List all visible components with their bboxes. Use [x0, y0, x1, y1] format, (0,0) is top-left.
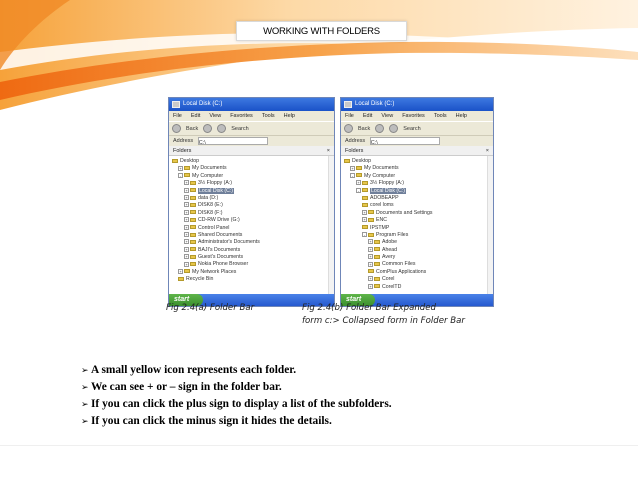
bullet-text: If you can click the plus sign to display a list of the subfolders.: [91, 398, 392, 410]
tree-item[interactable]: [169, 202, 334, 209]
folder-icon: [172, 159, 178, 163]
address-label: Address: [173, 138, 194, 144]
expand-plus-icon[interactable]: +: [185, 202, 188, 208]
tree-item[interactable]: [169, 261, 334, 268]
collapse-minus-icon[interactable]: -: [351, 172, 354, 178]
tree-item-label: 3½ Floppy (A:): [198, 180, 233, 187]
tree-item-label: Local Disk (C:): [199, 187, 234, 194]
tree-item-label: My Network Places: [192, 268, 237, 275]
folders-label: Folders: [345, 148, 364, 154]
tree-item[interactable]: [169, 225, 334, 232]
tree-item-label: ADOBEAPP: [370, 194, 399, 201]
tree-item[interactable]: [341, 269, 493, 276]
tree-item[interactable]: [341, 261, 493, 268]
folder-icon: [374, 255, 380, 259]
menu-help[interactable]: Help: [455, 113, 467, 119]
tree-item-label: Ahead: [382, 246, 398, 253]
folder-icon: [190, 188, 196, 192]
tree-item-label: Avery: [382, 254, 396, 261]
tree-item-label: Desktop: [352, 158, 372, 164]
menu-tools[interactable]: Tools: [433, 113, 447, 119]
tree-item[interactable]: [169, 158, 334, 165]
expand-plus-icon[interactable]: +: [185, 239, 188, 245]
close-icon[interactable]: ×: [326, 148, 330, 154]
expand-plus-icon[interactable]: +: [363, 217, 366, 223]
forward-icon[interactable]: [375, 124, 384, 133]
folder-icon: [374, 240, 380, 244]
folders-pane-header: [169, 146, 334, 156]
tree-item-label: My Documents: [364, 165, 399, 172]
folders-pane-header: [341, 146, 493, 156]
address-input[interactable]: [370, 137, 440, 145]
menu-help[interactable]: Help: [283, 113, 295, 119]
tree-item-label: Desktop: [180, 158, 200, 164]
back-icon[interactable]: [344, 124, 353, 133]
tree-item[interactable]: [169, 210, 334, 217]
folder-icon: [344, 159, 350, 163]
tree-item-label: My Documents: [192, 165, 227, 172]
back-icon[interactable]: [172, 124, 181, 133]
tree-item[interactable]: [341, 165, 493, 172]
menu-edit[interactable]: Edit: [362, 113, 373, 119]
tree-item[interactable]: [169, 188, 334, 195]
tree-item-label: DISK8 (F:): [198, 209, 223, 216]
folder-icon: [190, 218, 196, 222]
folder-icon: [362, 196, 368, 200]
tree-item-label: DISK8 (E:): [198, 202, 223, 209]
explorer-window-collapsed: [168, 97, 335, 307]
folder-icon: [190, 196, 196, 200]
bullet-list: [81, 362, 392, 430]
up-folder-icon[interactable]: [217, 124, 226, 133]
folder-icon: [178, 277, 184, 281]
folder-bar-figure: [143, 87, 496, 333]
folder-icon: [190, 262, 196, 266]
expand-plus-icon[interactable]: +: [185, 180, 188, 186]
tree-item[interactable]: [169, 195, 334, 202]
arrow-bullet-icon: ➢: [81, 417, 89, 427]
tree-item[interactable]: [341, 276, 493, 283]
expand-plus-icon[interactable]: +: [185, 224, 188, 230]
folder-icon: [368, 269, 374, 273]
folder-icon: [190, 181, 196, 185]
menu-file[interactable]: File: [173, 113, 182, 119]
tree-item-label: My Computer: [192, 172, 224, 179]
folder-icon: [374, 262, 380, 266]
window-title: Local Disk (C:): [355, 101, 395, 107]
tree-item-label: My Computer: [364, 172, 396, 179]
menu-bar: [341, 111, 493, 121]
tree-item-label: Control Panel: [198, 224, 230, 231]
close-icon[interactable]: ×: [485, 148, 489, 154]
bullet-item: [81, 396, 392, 413]
tree-item-label: Local Disk (C:): [371, 187, 406, 194]
tree-item[interactable]: [341, 284, 493, 291]
collapse-minus-icon[interactable]: -: [357, 187, 360, 193]
start-button[interactable]: start: [341, 294, 375, 306]
expand-plus-icon[interactable]: +: [179, 165, 182, 171]
folder-icon: [190, 247, 196, 251]
tree-item[interactable]: [341, 188, 493, 195]
bullet-text: We can see + or – sign in the folder bar.: [91, 381, 282, 393]
tree-item-label: Shared Documents: [198, 231, 243, 238]
explorer-window-expanded: [340, 97, 494, 307]
folder-icon: [184, 166, 190, 170]
folders-label: Folders: [173, 148, 192, 154]
start-button[interactable]: start: [169, 294, 203, 306]
expand-plus-icon[interactable]: +: [369, 261, 372, 267]
tree-item[interactable]: [341, 232, 493, 239]
drive-icon: [172, 101, 180, 108]
folder-icon: [356, 166, 362, 170]
expand-plus-icon[interactable]: +: [185, 217, 188, 223]
collapse-minus-icon[interactable]: -: [363, 232, 366, 238]
scrollbar[interactable]: [487, 156, 493, 294]
expand-plus-icon[interactable]: +: [369, 239, 372, 245]
menu-edit[interactable]: Edit: [190, 113, 201, 119]
tree-item[interactable]: [169, 239, 334, 246]
tree-item[interactable]: [341, 180, 493, 187]
toolbar: [169, 121, 334, 135]
tree-item[interactable]: [341, 173, 493, 180]
tree-item[interactable]: [341, 247, 493, 254]
menu-favorites[interactable]: Favorites: [230, 113, 253, 119]
folder-icon: [190, 203, 196, 207]
folder-icon: [362, 181, 368, 185]
tree-item[interactable]: [169, 217, 334, 224]
tree-item[interactable]: [169, 269, 334, 276]
address-value: C:\: [370, 139, 378, 146]
tree-item[interactable]: [341, 239, 493, 246]
tree-item-label: Corel: [382, 276, 395, 283]
arrow-bullet-icon: ➢: [81, 400, 89, 410]
folder-icon: [362, 188, 368, 192]
folder-icon: [374, 277, 380, 281]
tree-item[interactable]: [341, 202, 493, 209]
folder-icon: [184, 173, 190, 177]
tree-item-label: Adobe: [382, 239, 398, 246]
folder-icon: [374, 284, 380, 288]
tree-item[interactable]: [341, 225, 493, 232]
search-label[interactable]: Search: [403, 125, 421, 132]
window-title: Local Disk (C:): [183, 101, 223, 107]
expand-plus-icon[interactable]: +: [369, 283, 372, 289]
folder-icon: [190, 210, 196, 214]
menu-tools[interactable]: Tools: [261, 113, 275, 119]
expand-plus-icon[interactable]: +: [363, 209, 366, 215]
folder-icon: [190, 240, 196, 244]
expand-plus-icon[interactable]: +: [369, 276, 372, 282]
slide-title: WORKING WITH FOLDERS: [236, 21, 407, 41]
tree-item[interactable]: [169, 180, 334, 187]
back-label[interactable]: Back: [358, 125, 371, 132]
expand-plus-icon[interactable]: +: [357, 180, 360, 186]
tree-item[interactable]: [169, 254, 334, 261]
tree-item[interactable]: [169, 276, 334, 283]
tree-item-label: Guest's Documents: [198, 254, 244, 261]
tree-item[interactable]: [341, 210, 493, 217]
tree-item-label: corel loms: [370, 202, 394, 209]
tree-item[interactable]: [169, 232, 334, 239]
tree-item-label: CD-RW Drive (G:): [198, 217, 240, 224]
address-input[interactable]: [198, 137, 268, 145]
arrow-bullet-icon: ➢: [81, 366, 89, 376]
bullet-text: A small yellow icon represents each folder.: [91, 364, 297, 376]
tree-item-label: Program Files: [376, 231, 409, 238]
tree-item[interactable]: [169, 165, 334, 172]
tree-item[interactable]: [341, 158, 493, 165]
forward-icon[interactable]: [203, 124, 212, 133]
expand-plus-icon[interactable]: +: [185, 209, 188, 215]
tree-item-label: data (D:): [198, 194, 219, 201]
folder-icon: [356, 173, 362, 177]
expand-plus-icon[interactable]: +: [185, 232, 188, 238]
bullet-item: [81, 379, 392, 396]
expand-plus-icon[interactable]: +: [369, 254, 372, 260]
tree-item[interactable]: [169, 247, 334, 254]
search-label[interactable]: Search: [231, 125, 249, 132]
folder-icon: [362, 225, 368, 229]
folder-tree: [341, 156, 493, 291]
expand-plus-icon[interactable]: +: [351, 165, 354, 171]
window-titlebar: [341, 98, 493, 111]
tree-item-label: ComPlus Applications: [376, 268, 427, 275]
folder-icon: [190, 255, 196, 259]
folder-icon: [184, 269, 190, 273]
address-value: C:\: [198, 139, 206, 146]
tree-item-label: Documents and Settings: [376, 209, 433, 216]
window-titlebar: [169, 98, 334, 111]
expand-plus-icon[interactable]: +: [179, 268, 182, 274]
tree-item-label: Nokia Phone Browser: [198, 261, 249, 268]
expand-plus-icon[interactable]: +: [369, 246, 372, 252]
folder-icon: [368, 218, 374, 222]
folder-icon: [368, 210, 374, 214]
expand-plus-icon[interactable]: +: [185, 246, 188, 252]
tree-item-label: BAJI's Documents: [198, 246, 241, 253]
up-folder-icon[interactable]: [389, 124, 398, 133]
tree-item[interactable]: [341, 195, 493, 202]
collapse-minus-icon[interactable]: -: [179, 172, 182, 178]
tree-item[interactable]: [169, 173, 334, 180]
arrow-bullet-icon: ➢: [81, 383, 89, 393]
tree-item-label: 3½ Floppy (A:): [370, 180, 405, 187]
menu-bar: [169, 111, 334, 121]
drive-icon: [344, 101, 352, 108]
figure-caption-a: Fig 2.4(a) Folder Bar: [166, 303, 255, 313]
address-label: Address: [345, 138, 366, 144]
menu-favorites[interactable]: Favorites: [402, 113, 425, 119]
menu-file[interactable]: File: [345, 113, 354, 119]
folder-icon: [190, 233, 196, 237]
figure-caption-b-line2: form c:> Collapsed form in Folder Bar: [302, 316, 465, 326]
expand-plus-icon[interactable]: +: [185, 254, 188, 260]
tree-item-label: Common Files: [382, 261, 416, 268]
menu-view[interactable]: View: [381, 113, 394, 119]
bullet-text: If you can click the minus sign it hides the details.: [91, 415, 332, 427]
tree-item-label: IPSTMP: [370, 224, 390, 231]
tree-item[interactable]: [341, 254, 493, 261]
figure-caption-b-line1: Fig 2.4(b) Folder Bar Expanded: [302, 303, 436, 313]
tree-item-label: Recycle Bin: [186, 276, 214, 283]
bullet-item: [81, 362, 392, 379]
tree-item-label: ENC: [376, 217, 387, 224]
folder-icon: [362, 203, 368, 207]
bullet-item: [81, 413, 392, 430]
back-label[interactable]: Back: [186, 125, 199, 132]
tree-item-label: Administrator's Documents: [198, 239, 260, 246]
tree-item[interactable]: [341, 217, 493, 224]
folder-icon: [190, 225, 196, 229]
folder-icon: [374, 247, 380, 251]
folder-tree: [169, 156, 334, 284]
address-bar: [169, 135, 334, 146]
folder-icon: [368, 233, 374, 237]
expand-plus-icon[interactable]: +: [185, 187, 188, 193]
menu-view[interactable]: View: [209, 113, 222, 119]
expand-plus-icon[interactable]: +: [185, 195, 188, 201]
tree-item-label: CorelTD: [382, 283, 402, 290]
toolbar: [341, 121, 493, 135]
divider: [0, 445, 638, 446]
scrollbar[interactable]: [328, 156, 334, 294]
expand-plus-icon[interactable]: +: [185, 261, 188, 267]
address-bar: [341, 135, 493, 146]
